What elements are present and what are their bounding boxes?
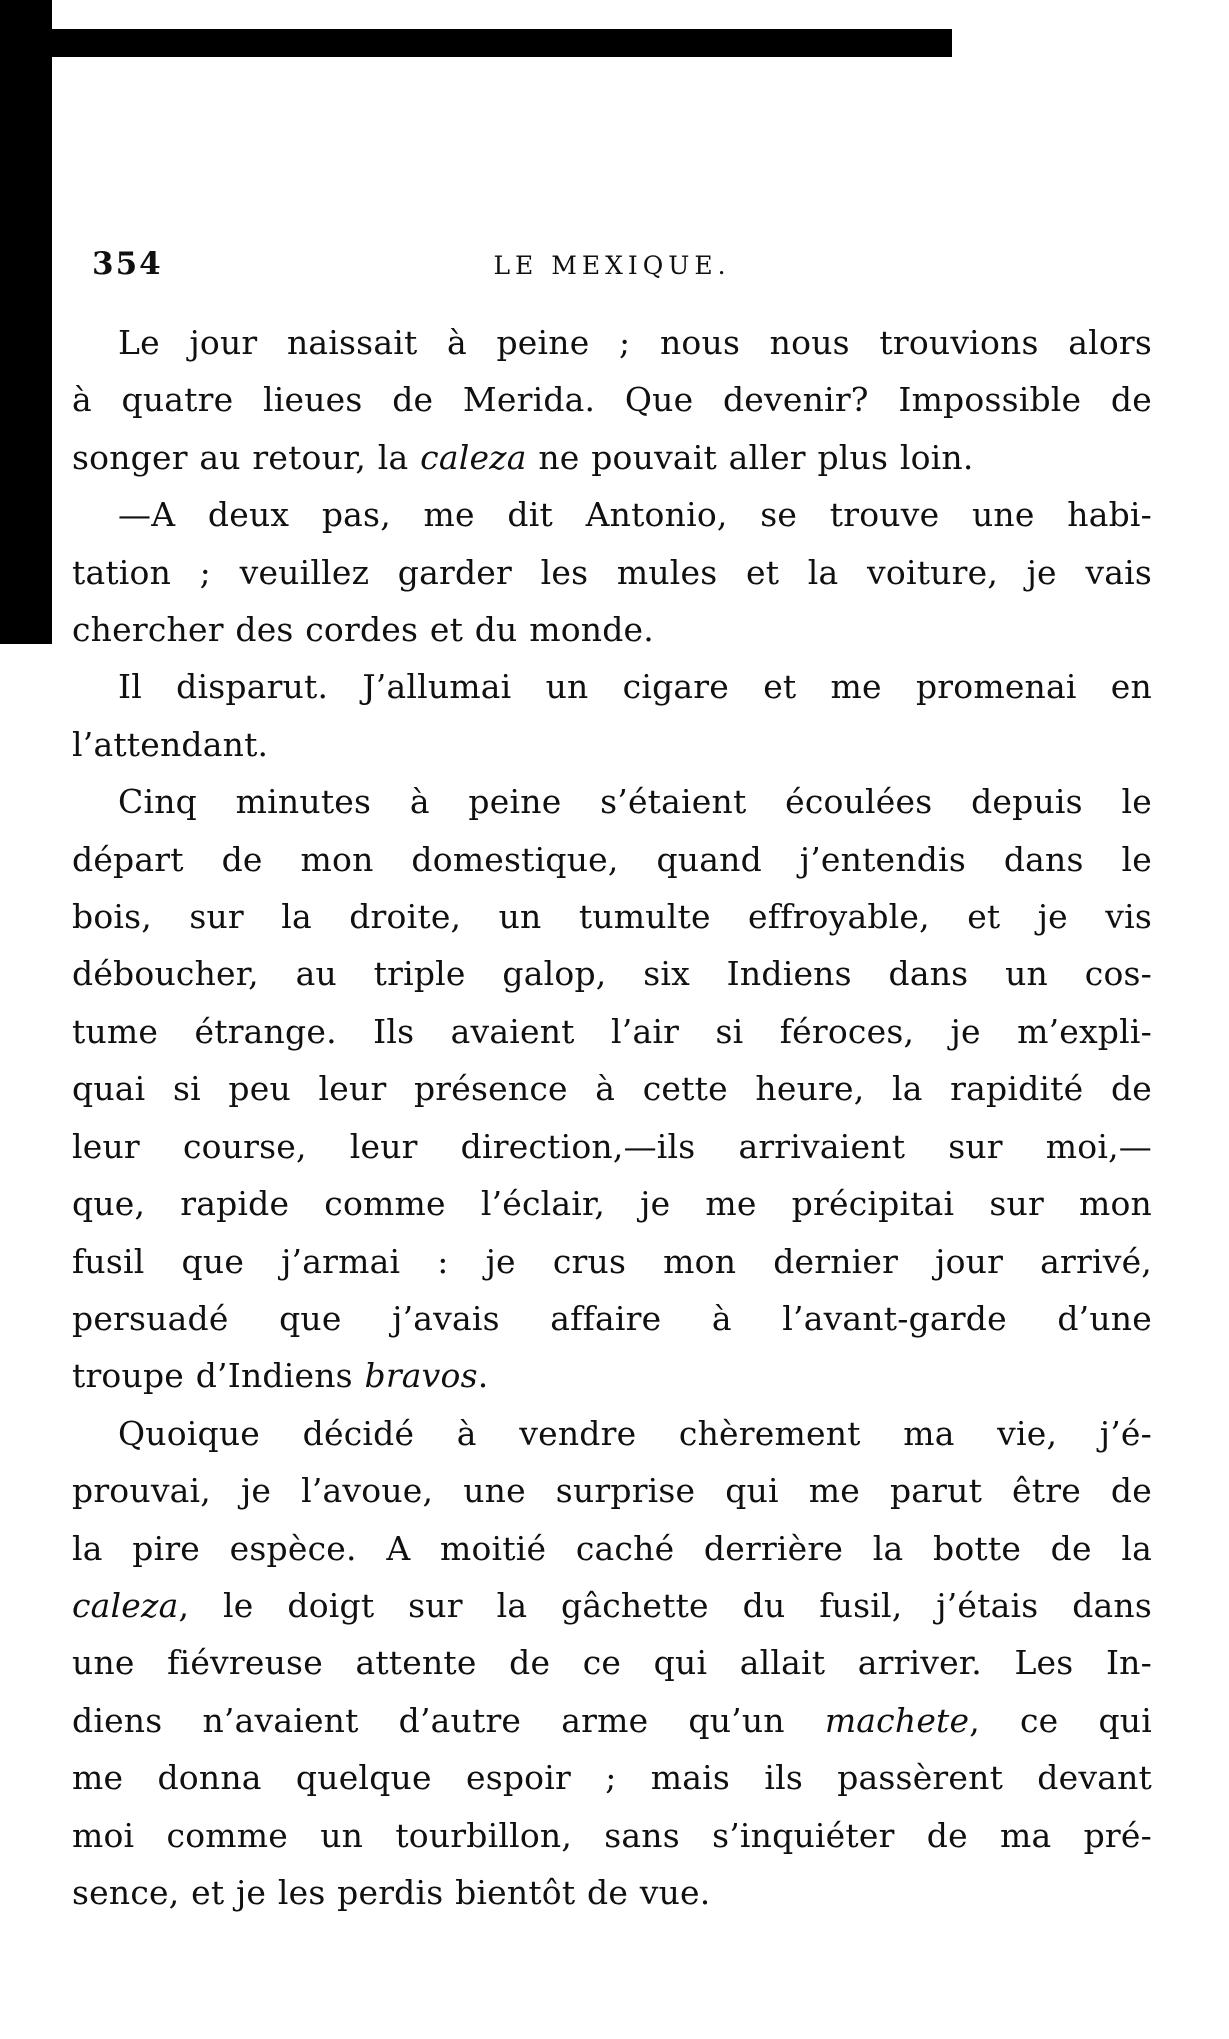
scan-artifact-left-bar xyxy=(0,0,52,644)
text-line: Cinq minutes à peine s’étaient écoulées depuis le xyxy=(118,782,1152,822)
scan-artifact-top-bar xyxy=(34,29,952,57)
text-line: sence, et je les perdis bientôt de vue. xyxy=(72,1872,711,1912)
text-line: leur course, leur direction,—ils arrivaient sur moi,— xyxy=(72,1126,1152,1166)
text-line: me donna quelque espoir ; mais ils passèrent devant xyxy=(72,1758,1152,1798)
page-number: 354 xyxy=(92,246,163,282)
text-line: —A deux pas, me dit Antonio, se trouve une habi- xyxy=(118,495,1152,535)
text-line: songer au retour, la caleza ne pouvait aller plus loin. xyxy=(72,437,974,477)
text-line: déboucher, au triple galop, six Indiens dans un cos- xyxy=(72,954,1152,994)
text-line: départ de mon domestique, quand j’entendis dans le xyxy=(72,839,1152,879)
page-header xyxy=(72,246,1152,288)
text-line: l’attendant. xyxy=(72,724,269,764)
text-line: troupe d’Indiens bravos. xyxy=(72,1356,489,1396)
text-line: tume étrange. Ils avaient l’air si féroces, je m’expli- xyxy=(72,1011,1152,1051)
text-line: Il disparut. J’allumai un cigare et me promenai en xyxy=(118,667,1152,707)
text-line: fusil que j’armai : je crus mon dernier jour arrivé, xyxy=(72,1241,1152,1281)
text-line: à quatre lieues de Merida. Que devenir? Impossible de xyxy=(72,380,1152,420)
text-line: caleza, le doigt sur la gâchette du fusil, j’étais dans xyxy=(72,1585,1152,1625)
text-line: persuadé que j’avais affaire à l’avant-garde d’une xyxy=(72,1298,1152,1338)
text-line: prouvai, je l’avoue, une surprise qui me parut être de xyxy=(72,1471,1152,1511)
text-line: une fiévreuse attente de ce qui allait arriver. Les In- xyxy=(72,1643,1152,1683)
text-line: moi comme un tourbillon, sans s’inquiéter de ma pré- xyxy=(72,1815,1152,1855)
text-line: bois, sur la droite, un tumulte effroyable, et je vis xyxy=(72,897,1152,937)
page-text xyxy=(72,314,1152,1921)
text-line: Quoique décidé à vendre chèrement ma vie, j’é- xyxy=(118,1413,1152,1453)
running-title: LE MEXIQUE. xyxy=(493,251,731,280)
text-line: Le jour naissait à peine ; nous nous trouvions alors xyxy=(118,323,1152,362)
text-line: chercher des cordes et du monde. xyxy=(72,610,654,650)
text-line: la pire espèce. A moitié caché derrière la botte de la xyxy=(72,1528,1152,1568)
text-line: que, rapide comme l’éclair, je me précipitai sur mon xyxy=(72,1184,1152,1224)
text-line: diens n’avaient d’autre arme qu’un machete, ce qui xyxy=(72,1700,1152,1740)
text-line: quai si peu leur présence à cette heure, la rapidité de xyxy=(72,1069,1152,1109)
text-line: tation ; veuillez garder les mules et la voiture, je vais xyxy=(72,552,1152,592)
